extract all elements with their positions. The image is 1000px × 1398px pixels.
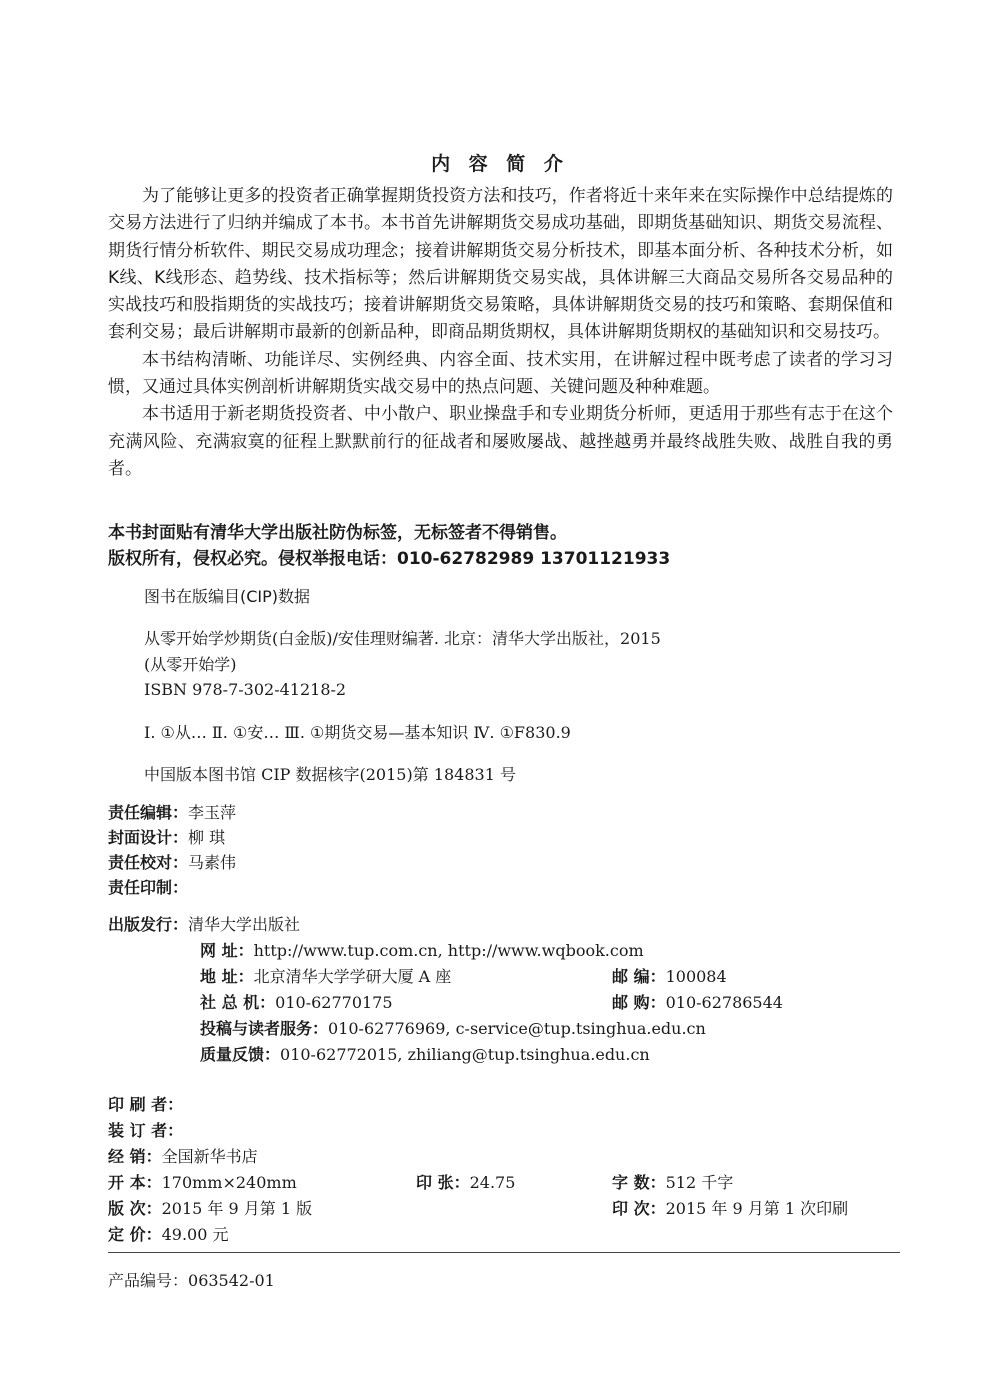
cip-isbn: ISBN 978-7-302-41218-2: [144, 680, 347, 699]
intro-paragraph-2: 本书结构清晰、功能详尽、实例经典、内容全面、技术实用，在讲解过程中既考虑了读者的学习习惯，又通过具体实例剖析讲解期货实战交易中的热点问题、关键问题及种种难题。: [108, 349, 893, 398]
field-value: 2015 年 9 月第 1 版: [161, 1199, 313, 1218]
printer: [108, 1092, 183, 1115]
impression: [612, 1196, 848, 1219]
cip-series: (从零开始学): [144, 655, 237, 674]
binder: [108, 1118, 183, 1141]
field-label: 开 本：: [108, 1173, 162, 1192]
publisher-postcode: [612, 964, 727, 987]
distributor: [108, 1144, 258, 1167]
word-count: [612, 1170, 733, 1193]
publisher-quality-feedback: [200, 1042, 650, 1065]
field-value: 010-62770175: [275, 993, 393, 1012]
credit-editor: [108, 800, 236, 823]
publisher-name: 清华大学出版社: [188, 915, 301, 934]
field-label: 邮 编：: [612, 967, 666, 986]
field-value: 010-62772015, zhiliang@tup.tsinghua.edu.cn: [280, 1045, 650, 1064]
field-value: 北京清华大学学研大厦 A 座: [253, 967, 452, 986]
field-label: 字 数：: [612, 1173, 666, 1192]
credit-value: 马素伟: [188, 853, 237, 872]
field-value: 063542-01: [188, 1271, 275, 1290]
intro-paragraph-3: 本书适用于新老期货投资者、中小散户、职业操盘手和专业期货分析师，更适用于那些有志于在这个充满风险、充满寂寞的征程上默默前行的征战者和屡败屡战、越挫越勇并最终战胜失败、战胜自我的勇者。: [108, 404, 893, 479]
field-label: 印 次：: [612, 1199, 666, 1218]
anti-counterfeit-notice: 本书封面贴有清华大学出版社防伪标签，无标签者不得销售。: [108, 523, 567, 543]
credit-cover-design: [108, 825, 225, 848]
field-label: 产品编号：: [108, 1271, 189, 1290]
publisher-mail-order: [612, 990, 783, 1013]
credit-label: 责任印制：: [108, 878, 189, 897]
field-label: 地 址：: [200, 967, 254, 986]
cip-record: 中国版本图书馆 CIP 数据核字(2015)第 184831 号: [144, 765, 516, 784]
credit-value: 李玉萍: [188, 803, 237, 822]
field-value: 010-62776969, c-service@tup.tsinghua.edu.cn: [328, 1019, 706, 1038]
field-label: 投稿与读者服务：: [200, 1019, 329, 1038]
intro-paragraph-1: 为了能够让更多的投资者正确掌握期货投资方法和技巧，作者将近十来年来在实际操作中总结提炼的交易方法进行了归纳并编成了本书。本书首先讲解期货交易成功基础，即期货基础知识、期货交易流程、期货行情分析软件、期民交易成功理念；接着讲解期货交易分析技术，即基本面分析、各种技术分析，如K线、K线形态、趋势线、技术指标等；然后讲解期货交易实战，具体讲解三大商品交易所各交易品种的实战技巧和股指期货的实战技巧；接着讲解期货交易策略，具体讲解期货交易的技巧和策略、套期保值和套利交易；最后讲解期市最新的创新品种，即商品期货期权，具体讲解期货期权的基础知识和交易技巧。: [108, 186, 893, 343]
field-value: 010-62786544: [665, 993, 783, 1012]
cip-line: 从零开始学炒期货(白金版)/安佳理财编著. 北京：清华大学出版社，2015: [144, 629, 661, 648]
field-value: 2015 年 9 月第 1 次印刷: [665, 1199, 849, 1218]
field-label: 网 址：: [200, 941, 254, 960]
field-label: 定 价：: [108, 1225, 162, 1244]
price: [108, 1222, 228, 1245]
credit-label: 责任校对：: [108, 853, 189, 872]
publisher-website: [200, 938, 644, 961]
intro-section: [108, 183, 893, 483]
publisher-switchboard: [200, 990, 393, 1013]
field-label: 印 刷 者：: [108, 1095, 184, 1114]
field-label: 邮 购：: [612, 993, 666, 1012]
field-label: 装 订 者：: [108, 1121, 184, 1140]
cip-heading: 图书在版编目(CIP)数据: [144, 587, 311, 606]
divider-line: [108, 1252, 900, 1253]
credit-value: 柳 琪: [188, 828, 226, 847]
copyright-notice: 版权所有，侵权必究。侵权举报电话：010-62782989 13701121933: [108, 549, 671, 569]
field-label: 经 销：: [108, 1147, 162, 1166]
credit-label: 封面设计：: [108, 828, 189, 847]
product-code: [108, 1268, 275, 1291]
credit-label: 责任编辑：: [108, 803, 189, 822]
field-label: 社 总 机：: [200, 993, 276, 1012]
page-title: 内 容 简 介: [431, 153, 569, 175]
field-value: http://www.tup.com.cn, http://www.wqbook.com: [253, 941, 644, 960]
publisher-line: [108, 912, 300, 935]
field-value: 170mm×240mm: [161, 1173, 297, 1192]
publisher-reader-service: [200, 1016, 706, 1039]
edition: [108, 1196, 312, 1219]
field-label: 质量反馈：: [200, 1045, 281, 1064]
field-label: 版 次：: [108, 1199, 162, 1218]
cip-classification: Ⅰ. ①从… Ⅱ. ①安… Ⅲ. ①期货交易—基本知识 Ⅳ. ①F830.9: [144, 723, 571, 742]
publisher-label: 出版发行：: [108, 915, 189, 934]
credit-proofreader: [108, 850, 236, 873]
credit-printing-supervisor: [108, 875, 188, 898]
field-value: 512 千字: [665, 1173, 734, 1192]
publisher-address: [200, 964, 451, 987]
book-format: [108, 1170, 297, 1193]
field-value: 24.75: [469, 1173, 516, 1192]
field-value: 100084: [665, 967, 727, 986]
printed-sheets: [416, 1170, 515, 1193]
field-value: 49.00 元: [161, 1225, 229, 1244]
field-label: 印 张：: [416, 1173, 470, 1192]
field-value: 全国新华书店: [161, 1147, 258, 1166]
